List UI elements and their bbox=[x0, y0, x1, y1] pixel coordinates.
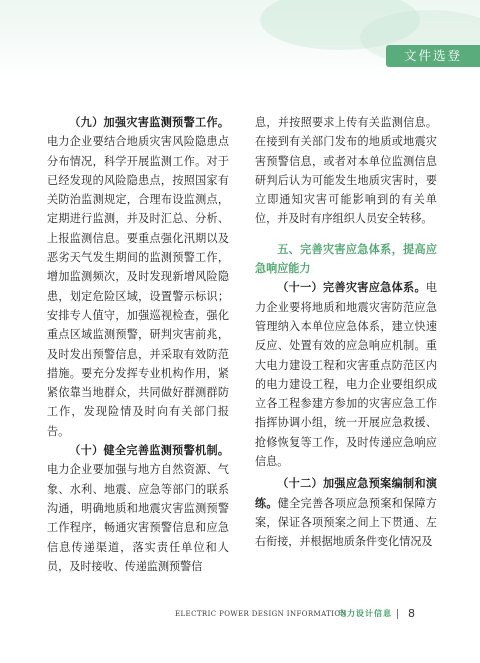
section-5-title: 五、完善灾害应急体系，提高应急响应能力 bbox=[255, 242, 437, 276]
body-9: 电力企业要结合地质灾害风险隐患点分布情况，科学开展监测工作。对于已经发现的风险隐患点，按照国家有关防治监测规定，合理布设监测点，定期进行监测，并及时汇总、分析、上报监测信息。要重点强化汛期以及恶劣天气发生期间的监测预警工作，增加监测频次，及时发现新增风险隐患，划定危险区域，设置警示标识；安排专人值守，加强巡视检查，强化重点区域监测预警，研判灾害前兆，及时发出预警信息，并采取有效防范措施。要充分发挥专业机构作用，紧紧依靠当地群众，共同做好群测群防工作，发现险情及时向有关部门报告。 bbox=[47, 135, 229, 438]
footer-divider bbox=[397, 609, 398, 619]
journal-name-en: ELECTRIC POWER DESIGN INFORMATION bbox=[175, 610, 348, 618]
paragraph-11 bbox=[255, 278, 437, 471]
paragraph-12 bbox=[255, 474, 437, 551]
section-tag: 文件选登 bbox=[386, 45, 480, 67]
heading-9: （九）加强灾害监测预警工作。 bbox=[69, 116, 229, 129]
body-10: 电力企业要加强与地方自然资源、气象、水利、地震、应急等部门的联系沟通，明确地质和地震灾害监测预警工作程序，畅通灾害预警信息和应急信息传递渠道，落实责任单位和人员，及时接收、传递监测预警信 bbox=[47, 463, 229, 573]
page-number: 8 bbox=[408, 607, 415, 620]
paragraph-10-continued: 息，并按照要求上传有关监测信息。在接到有关部门发布的地质或地震灾害预警信息，或者对本单位监测信息研判后认为可能发生地质灾害时，要立即通知灾害可能影响到的有关单位，并及时有序组织人员安全转移。 bbox=[255, 116, 437, 226]
paragraph-10 bbox=[47, 441, 229, 576]
heading-11: （十一）完善灾害应急体系。 bbox=[277, 281, 426, 295]
journal-name-cn: 电力设计信息 bbox=[338, 609, 392, 618]
heading-12: （十二）加强应急预案编制和演练。 bbox=[255, 477, 437, 510]
paragraph-9 bbox=[47, 113, 229, 441]
body-11: 电力企业要将地质和地震灾害防范应急管理纳入本单位应急体系，建立快速反应、处置有效的应急响应机制。重大电力建设工程和灾害重点防范区内的电力建设工程，电力企业要组织成立各工程参建方参加的灾害应急工作指挥协调小组，统一开展应急救援、抢修恢复等工作，及时传递应急响应信息。 bbox=[255, 281, 437, 469]
body-12: 健全完善各项应急预案和保障方案，保证各项预案之间上下贯通、左右衔接，并根据地质条件变化情况及 bbox=[255, 496, 437, 549]
right-column bbox=[255, 113, 437, 552]
left-column bbox=[47, 113, 229, 576]
heading-10: （十）健全完善监测预警机制。 bbox=[69, 444, 229, 458]
